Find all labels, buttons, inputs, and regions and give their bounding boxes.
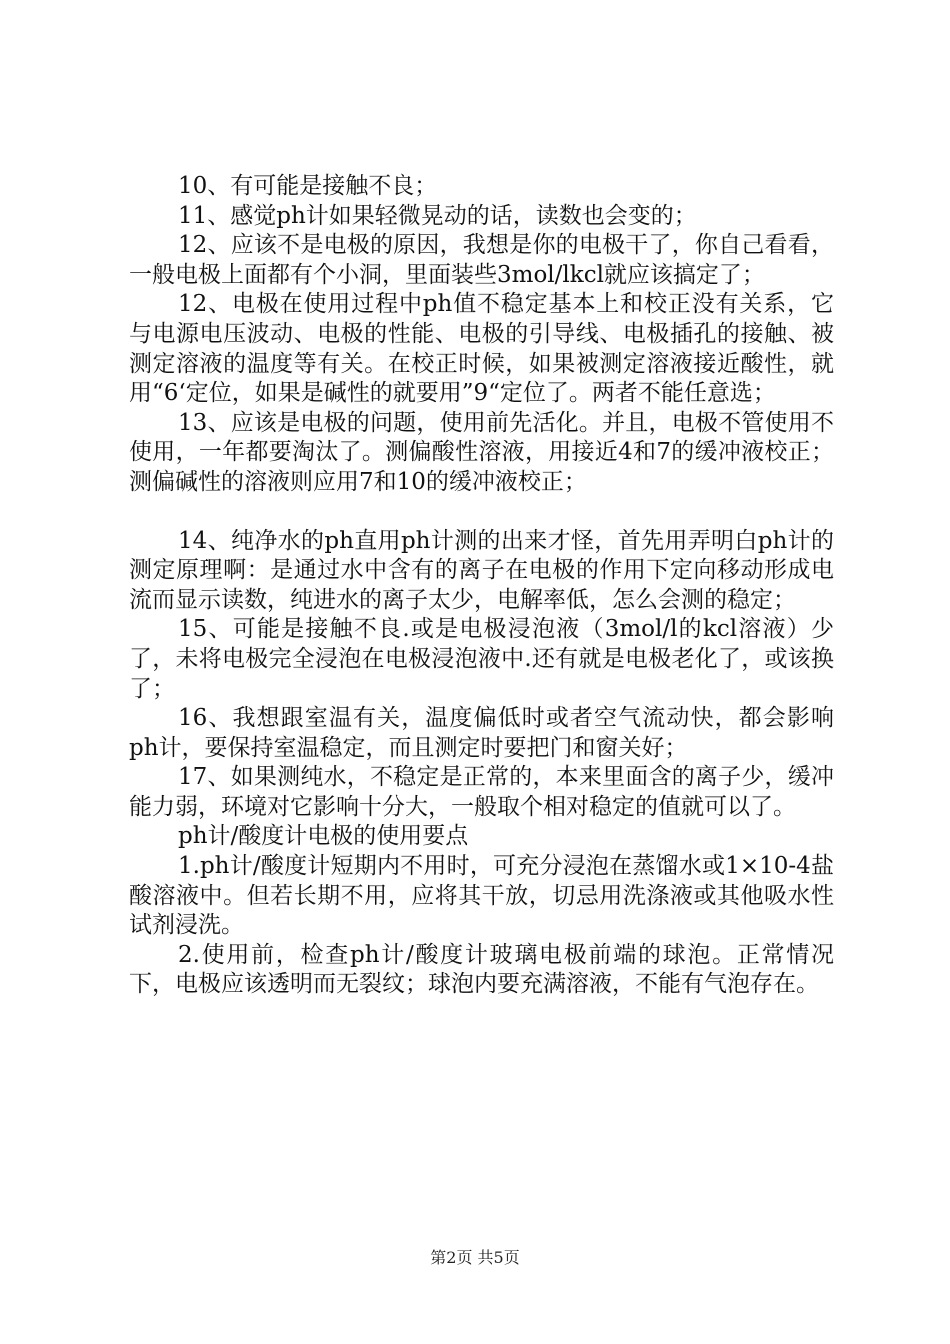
paragraph-13: 13、应该是电极的问题，使用前先活化。并且，电极不管使用不使用，一年都要淘汰了。测偏酸性溶液，用接近4和7的缓冲液校正；测偏碱性的溶液则应用7和10的缓冲液校正； — [129, 409, 834, 495]
page-footer: 第2页 共5页 — [430, 1248, 520, 1267]
paragraph-12a: 12、应该不是电极的原因，我想是你的电极干了，你自己看看，一般电极上面都有个小洞，里面装些3mol/lkcl就应该搞定了； — [129, 232, 834, 288]
paragraph-12b: 12、电极在使用过程中ph值不稳定基本上和校正没有关系，它与电源电压波动、电极的性能、电极的引导线、电极插孔的接触、被测定溶液的温度等有关。在校正时候，如果被测定溶液接近酸性，就用“6‘定位，如果是碱性的就要用”9“定位了。两者不能任意选； — [129, 291, 834, 407]
document-body — [129, 172, 834, 1000]
paragraph-10: 10、有可能是接触不良； — [178, 173, 438, 199]
paragraph-14: 14、纯净水的ph直用ph计测的出来才怪，首先用弄明白ph计的测定原理啊：是通过水中含有的离子在电极的作用下定向移动形成电流而显示读数，纯进水的离子太少，电解率低，怎么会测的稳定； — [129, 527, 834, 613]
paragraph-11: 11、感觉ph计如果轻微晃动的话，读数也会变的； — [178, 202, 697, 229]
section-heading: ph计/酸度计电极的使用要点 — [178, 823, 469, 850]
paragraph-17: 17、如果测纯水，不稳定是正常的，本来里面含的离子少，缓冲能力弱，环境对它影响十分大，一般取个相对稳定的值就可以了。 — [129, 764, 834, 820]
paragraph-15: 15、可能是接触不良.或是电极浸泡液（3mol/l的kcl溶液）少了，未将电极完全浸泡在电极浸泡液中.还有就是电极老化了，或该换了； — [129, 616, 834, 702]
paragraph-16: 16、我想跟室温有关，温度偏低时或者空气流动快，都会影响ph计，要保持室温稳定，而且测定时要把门和窗关好； — [129, 705, 834, 761]
usage-point-1: 1.ph计/酸度计短期内不用时，可充分浸泡在蒸馏水或1×10-4盐酸溶液中。但若长期不用，应将其干放，切忌用洗涤液或其他吸水性试剂浸洗。 — [129, 853, 834, 939]
usage-point-2: 2.使用前，检查ph计/酸度计玻璃电极前端的球泡。正常情况下，电极应该透明而无裂纹；球泡内要充满溶液，不能有气泡存在。 — [129, 941, 834, 998]
